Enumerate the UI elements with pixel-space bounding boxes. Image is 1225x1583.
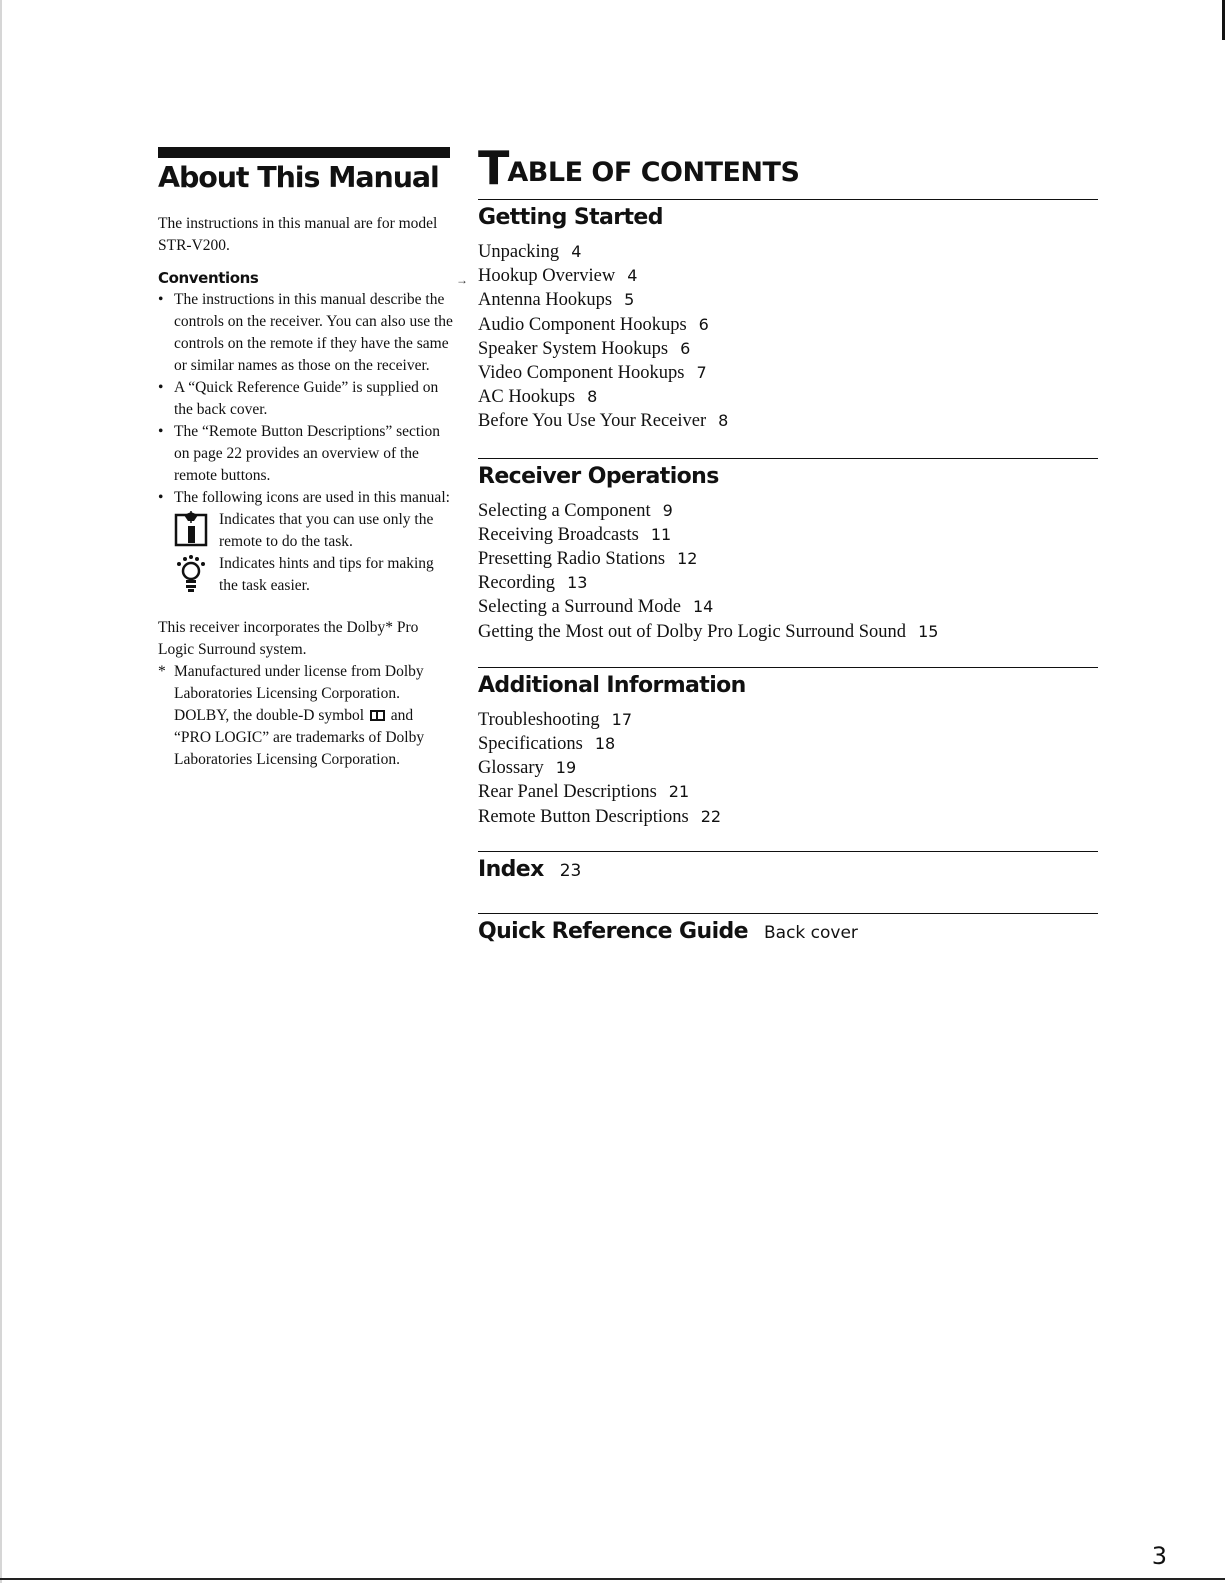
toc-entry[interactable] — [478, 595, 1098, 619]
toc-entry[interactable] — [478, 337, 1098, 361]
entry-label: Selecting a Surround Mode — [478, 597, 681, 618]
toc-entry[interactable] — [478, 780, 1098, 804]
entry-label: Glossary — [478, 758, 544, 779]
toc-entry[interactable] — [478, 547, 1098, 571]
toc-section-getting-started — [478, 199, 1098, 434]
toc-entry[interactable] — [478, 499, 1098, 523]
footnote-trademark-text-a: DOLBY, the double-D symbol — [174, 707, 365, 724]
entry-label: Selecting a Component — [478, 500, 651, 521]
entry-page: 6 — [698, 314, 709, 334]
bullet-text: A “Quick Reference Guide” is supplied on the back cover. — [174, 379, 439, 418]
index-entry[interactable] — [478, 852, 1098, 889]
margin-arrow-mark: → — [456, 273, 468, 287]
toc-entry[interactable] — [478, 313, 1098, 337]
entry-label: Video Component Hookups — [478, 363, 685, 384]
entry-page: 9 — [662, 500, 673, 520]
toc-entry[interactable] — [478, 708, 1098, 732]
remote-icon-row — [174, 509, 454, 553]
entry-page: 7 — [696, 363, 707, 383]
entry-label: Receiving Broadcasts — [478, 524, 639, 545]
list-item — [158, 377, 454, 421]
toc-entry[interactable] — [478, 620, 1098, 644]
toc-entry[interactable] — [478, 288, 1098, 312]
section-title: Getting Started — [478, 205, 663, 230]
quick-reference-entry[interactable] — [478, 914, 1098, 951]
entry-label: Recording — [478, 573, 556, 594]
entry-page: 8 — [718, 411, 729, 431]
list-item — [158, 289, 454, 377]
bullet-mark: • — [158, 379, 164, 396]
toc-section-additional-information — [478, 667, 1098, 829]
page-number: 3 — [1151, 1542, 1167, 1570]
bullet-mark: • — [158, 291, 164, 308]
toc-title-rest: ABLE OF CONTENTS — [507, 157, 800, 188]
toc-entry[interactable] — [478, 732, 1098, 756]
entry-page: 4 — [627, 266, 638, 286]
entry-page: 11 — [650, 524, 672, 544]
conventions-heading: Conventions — [158, 269, 259, 287]
bullet-text: The following icons are used in this manual: — [174, 489, 450, 506]
entry-label: Specifications — [478, 734, 583, 755]
entry-label: Before You Use Your Receiver — [478, 411, 707, 432]
conventions-list — [158, 289, 454, 509]
toc-entry[interactable] — [478, 571, 1098, 595]
entry-label: Troubleshooting — [478, 709, 600, 730]
list-item — [158, 421, 454, 487]
dolby-paragraph: This receiver incorporates the Dolby* Pro Logic Surround system. — [158, 619, 419, 658]
entry-label: AC Hookups — [478, 387, 576, 408]
entry-label: Hookup Overview — [478, 266, 616, 287]
entry-label: Remote Button Descriptions — [478, 806, 689, 827]
toc-entry[interactable] — [478, 264, 1098, 288]
bullet-mark: • — [158, 423, 164, 440]
toc-entry[interactable] — [478, 361, 1098, 385]
toc-entry[interactable] — [478, 756, 1098, 780]
scan-edge — [0, 0, 2, 1583]
entry-page: 22 — [700, 806, 722, 826]
entry-page: 12 — [677, 549, 698, 569]
entry-page: 19 — [555, 758, 577, 778]
entry-label: Audio Component Hookups — [478, 314, 687, 335]
bullet-mark: • — [158, 489, 164, 506]
footnote-trademark-text-b: and “PRO LOGIC” are trademarks of Dolby Laboratories Licensing Corporation. — [174, 707, 425, 768]
toc-entry[interactable] — [478, 385, 1098, 409]
toc-title-initial: T — [478, 141, 508, 195]
toc-entries — [478, 499, 1098, 644]
tip-icon-text: Indicates hints and tips for making the task easier. — [219, 555, 434, 594]
tip-icon-row — [174, 553, 454, 597]
toc-entry[interactable] — [478, 240, 1098, 264]
table-of-contents — [478, 142, 1098, 951]
section-title: Quick Reference Guide — [478, 918, 748, 944]
footnote-star: * — [158, 663, 166, 680]
entry-page: 18 — [594, 734, 616, 754]
entry-label: Presetting Radio Stations — [478, 549, 666, 570]
toc-section-index — [478, 851, 1098, 889]
remote-icon-text: Indicates that you can use only the remote to do the task. — [219, 511, 434, 550]
entry-page: 13 — [567, 573, 588, 593]
entry-label: Unpacking — [478, 242, 560, 262]
entry-label: Getting the Most out of Dolby Pro Logic Surround Sound — [478, 621, 907, 642]
about-manual-column — [158, 147, 454, 771]
entry-page: 8 — [587, 387, 598, 407]
remote-only-icon — [174, 511, 208, 549]
list-item — [158, 487, 454, 509]
intro-text: The instructions in this manual are for model STR-V200. — [158, 215, 438, 254]
dolby-footnote — [158, 661, 454, 771]
hint-bulb-icon — [174, 555, 208, 593]
entry-page: 6 — [680, 338, 691, 358]
entry-label: Antenna Hookups — [478, 290, 613, 311]
section-title: Receiver Operations — [478, 463, 719, 489]
entry-page: 17 — [611, 709, 633, 729]
section-title: Index — [478, 856, 544, 882]
double-d-icon — [370, 710, 385, 721]
toc-entry[interactable] — [478, 523, 1098, 547]
scan-bottom-edge — [0, 1578, 1225, 1580]
entry-page: 21 — [668, 782, 690, 802]
footnote-license-text: Manufactured under license from Dolby Laboratories Licensing Corporation. — [174, 663, 424, 702]
entry-label: Speaker System Hookups — [478, 338, 669, 359]
toc-section-quick-reference — [478, 913, 1098, 951]
heading-rule — [158, 147, 450, 158]
about-title: About This Manual — [158, 161, 439, 194]
bullet-text: The instructions in this manual describe the controls on the receiver. You can also use the controls on the remote if they have the same or similar names as those on the receiver. — [174, 291, 453, 374]
toc-entries — [478, 708, 1098, 829]
entry-page: 5 — [624, 290, 635, 310]
toc-section-receiver-operations — [478, 458, 1098, 644]
entry-page: 14 — [692, 597, 714, 617]
entry-page: 4 — [571, 242, 582, 261]
entry-label: Rear Panel Descriptions — [478, 782, 657, 803]
toc-title — [478, 142, 1098, 199]
bullet-text: The “Remote Button Descriptions” section on page 22 provides an overview of the remote buttons. — [174, 423, 441, 484]
toc-entries — [478, 240, 1098, 434]
toc-entry[interactable] — [478, 409, 1098, 433]
entry-page: 23 — [559, 860, 582, 881]
entry-page: 15 — [918, 621, 939, 641]
toc-entry[interactable] — [478, 805, 1098, 829]
entry-page: Back cover — [763, 922, 858, 943]
section-title: Additional Information — [478, 672, 746, 698]
